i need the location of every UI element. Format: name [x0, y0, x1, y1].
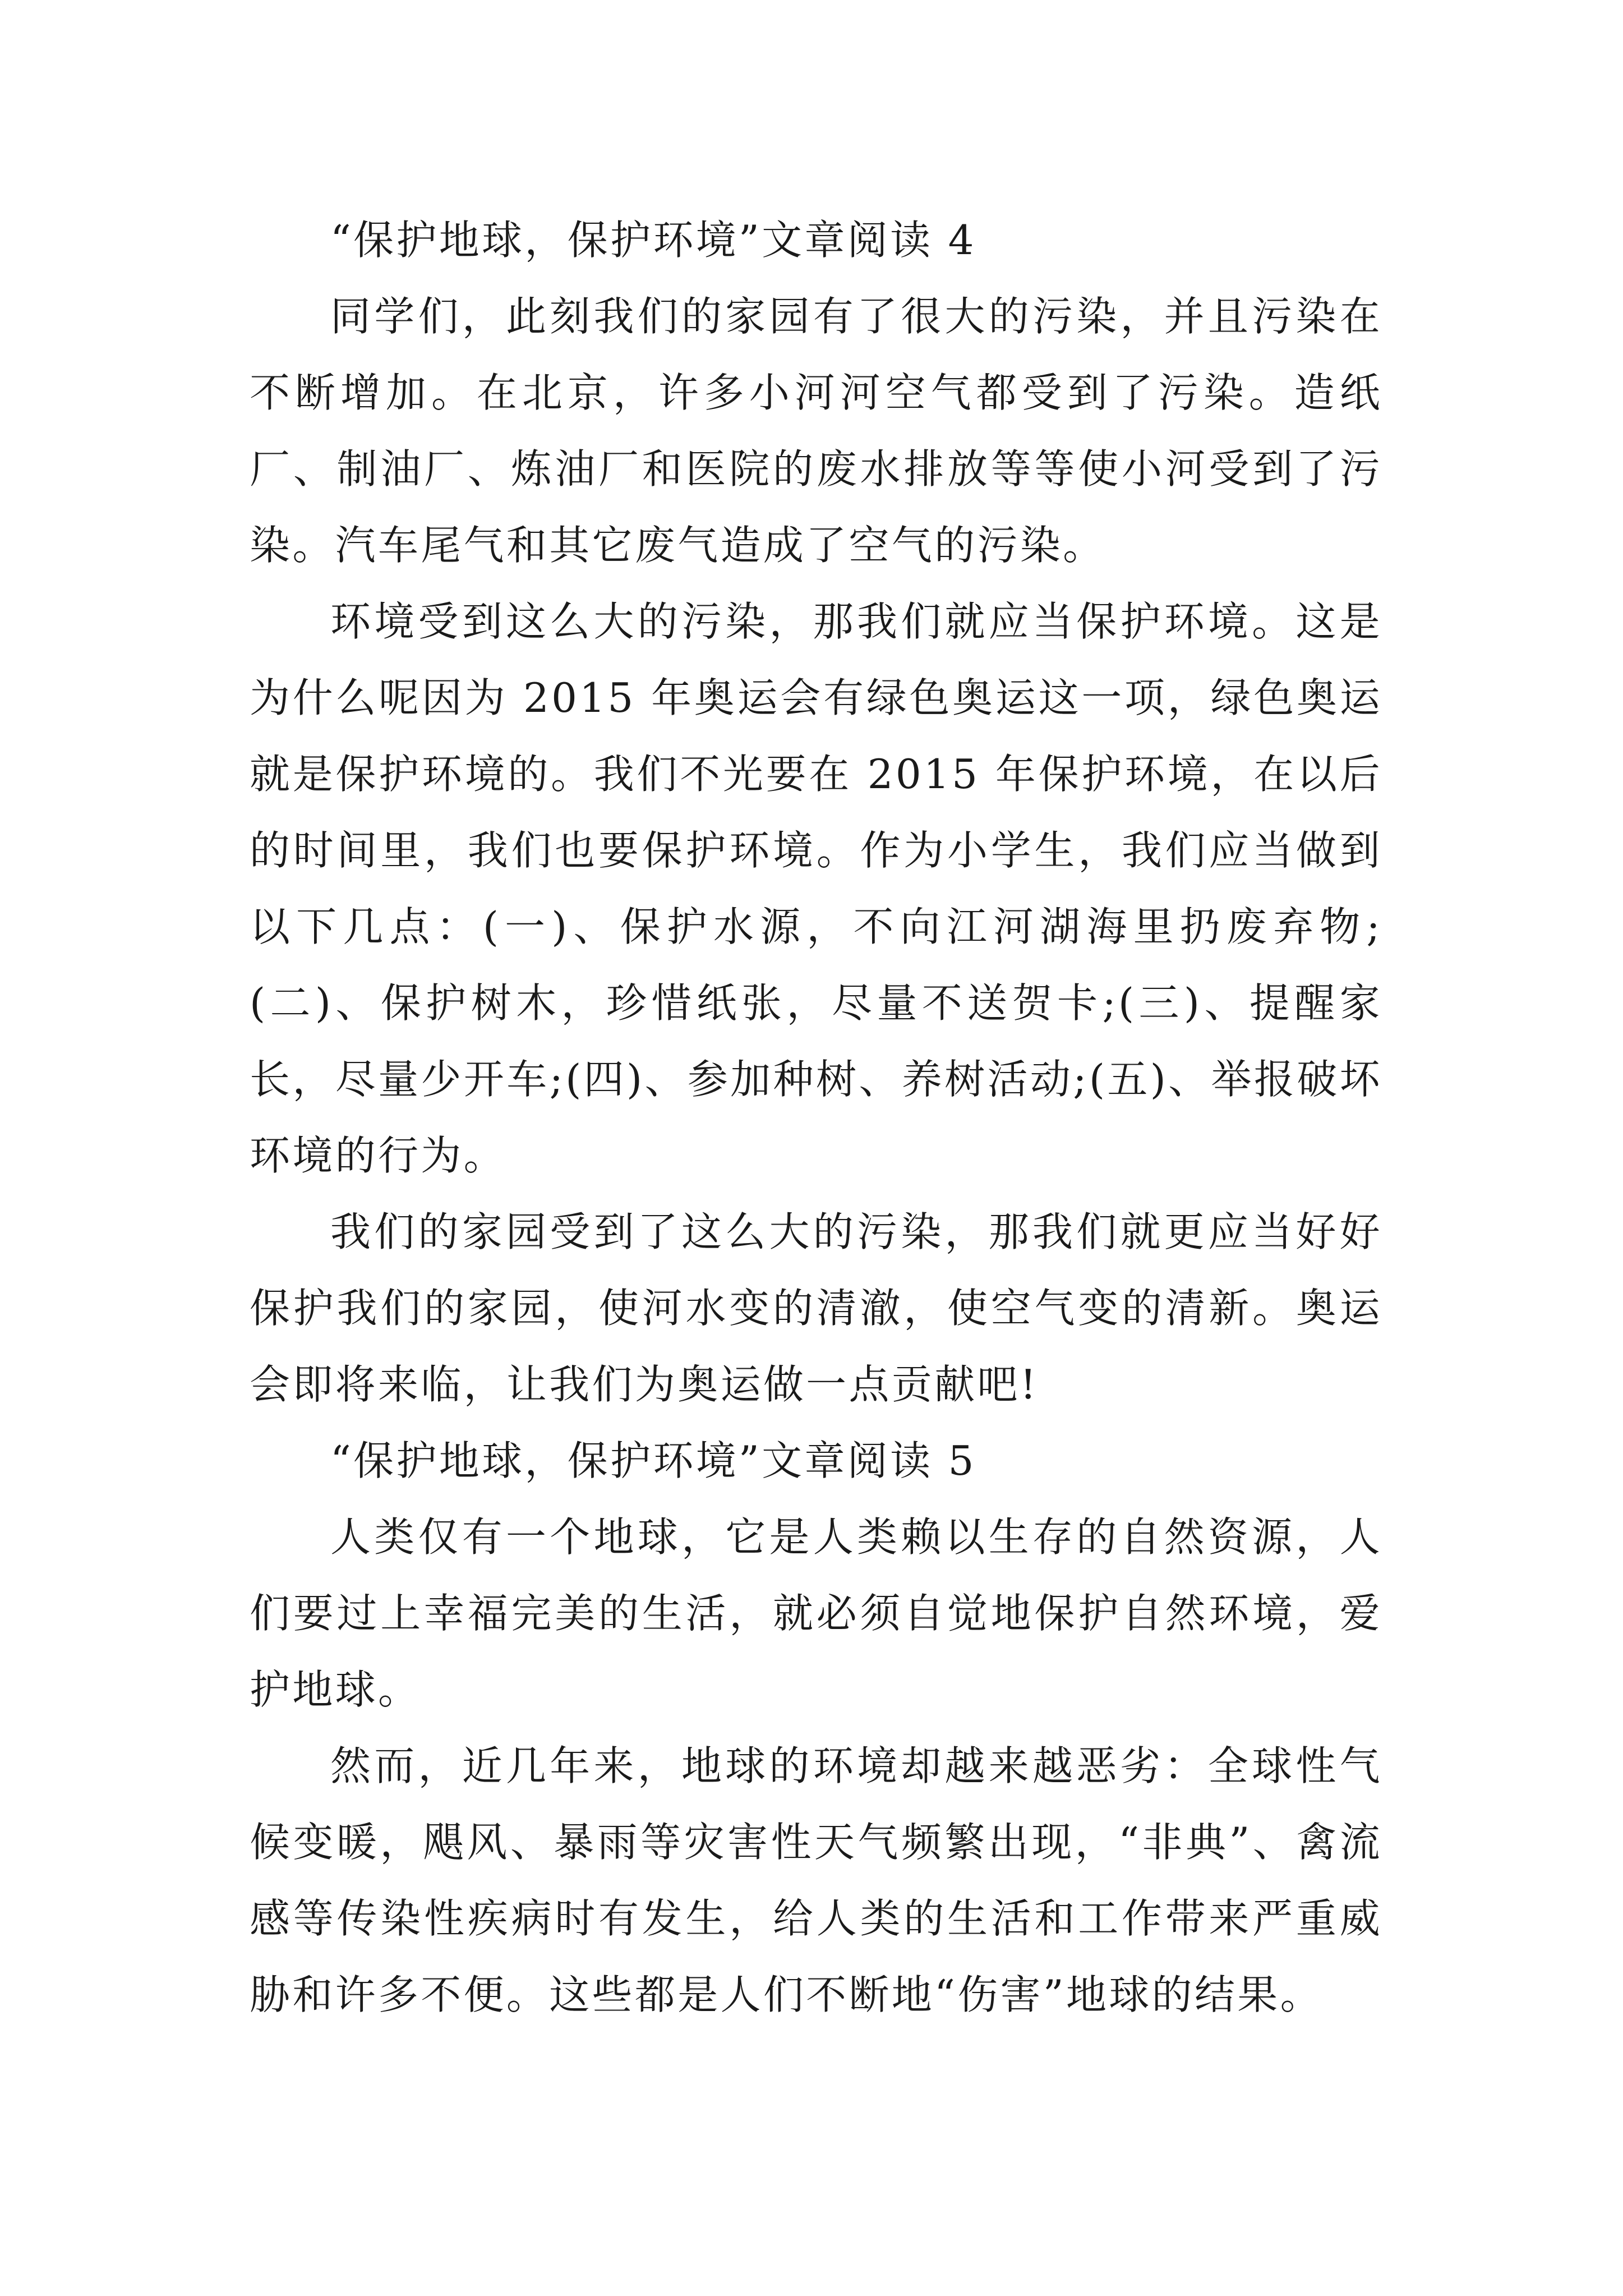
- article-5-paragraph-2: 然而，近几年来，地球的环境却越来越恶劣：全球性气候变暖，飓风、暴雨等灾害性天气频繁出现，“非典”、禽流感等传染性疾病时有发生，给人类的生活和工作带来严重威胁和许多不便。这些都是人们不断地“伤害”地球的结果。: [250, 1742, 1382, 2018]
- article-5-paragraph-1: 人类仅有一个地球，它是人类赖以生存的自然资源，人们要过上幸福完美的生活，就必须自觉地保护自然环境，爱护地球。: [250, 1513, 1382, 1713]
- article-title-4: “保护地球，保护环境”文章阅读 4: [330, 217, 976, 264]
- document-body: [250, 202, 1382, 2033]
- article-4-paragraph-1: 同学们，此刻我们的家园有了很大的污染，并且污染在不断增加。在北京，许多小河河空气都受到了污染。造纸厂、制油厂、炼油厂和医院的废水排放等等使小河受到了污染。汽车尾气和其它废气造成了空气的污染。: [250, 293, 1382, 569]
- article-title-5: “保护地球，保护环境”文章阅读 5: [330, 1437, 976, 1484]
- article-4-paragraph-3: 我们的家园受到了这么大的污染，那我们就更应当好好保护我们的家园，使河水变的清澈，使空气变的清新。奥运会即将来临，让我们为奥运做一点贡献吧!: [250, 1208, 1382, 1408]
- article-4-paragraph-2: 环境受到这么大的污染，那我们就应当保护环境。这是为什么呢因为 2015 年奥运会有绿色奥运这一项，绿色奥运就是保护环境的。我们不光要在 2015 年保护环境，在以后的时间里，我们也要保护环境。作为小学生，我们应当做到以下几点：(一)、保护水源，不向江河湖海里扔废弃物;(二)、保护树木，珍惜纸张，尽量不送贺卡;(三)、提醒家长，尽量少开车;(四)、参加种树、养树活动;(五)、举报破坏环境的行为。: [250, 598, 1382, 1179]
